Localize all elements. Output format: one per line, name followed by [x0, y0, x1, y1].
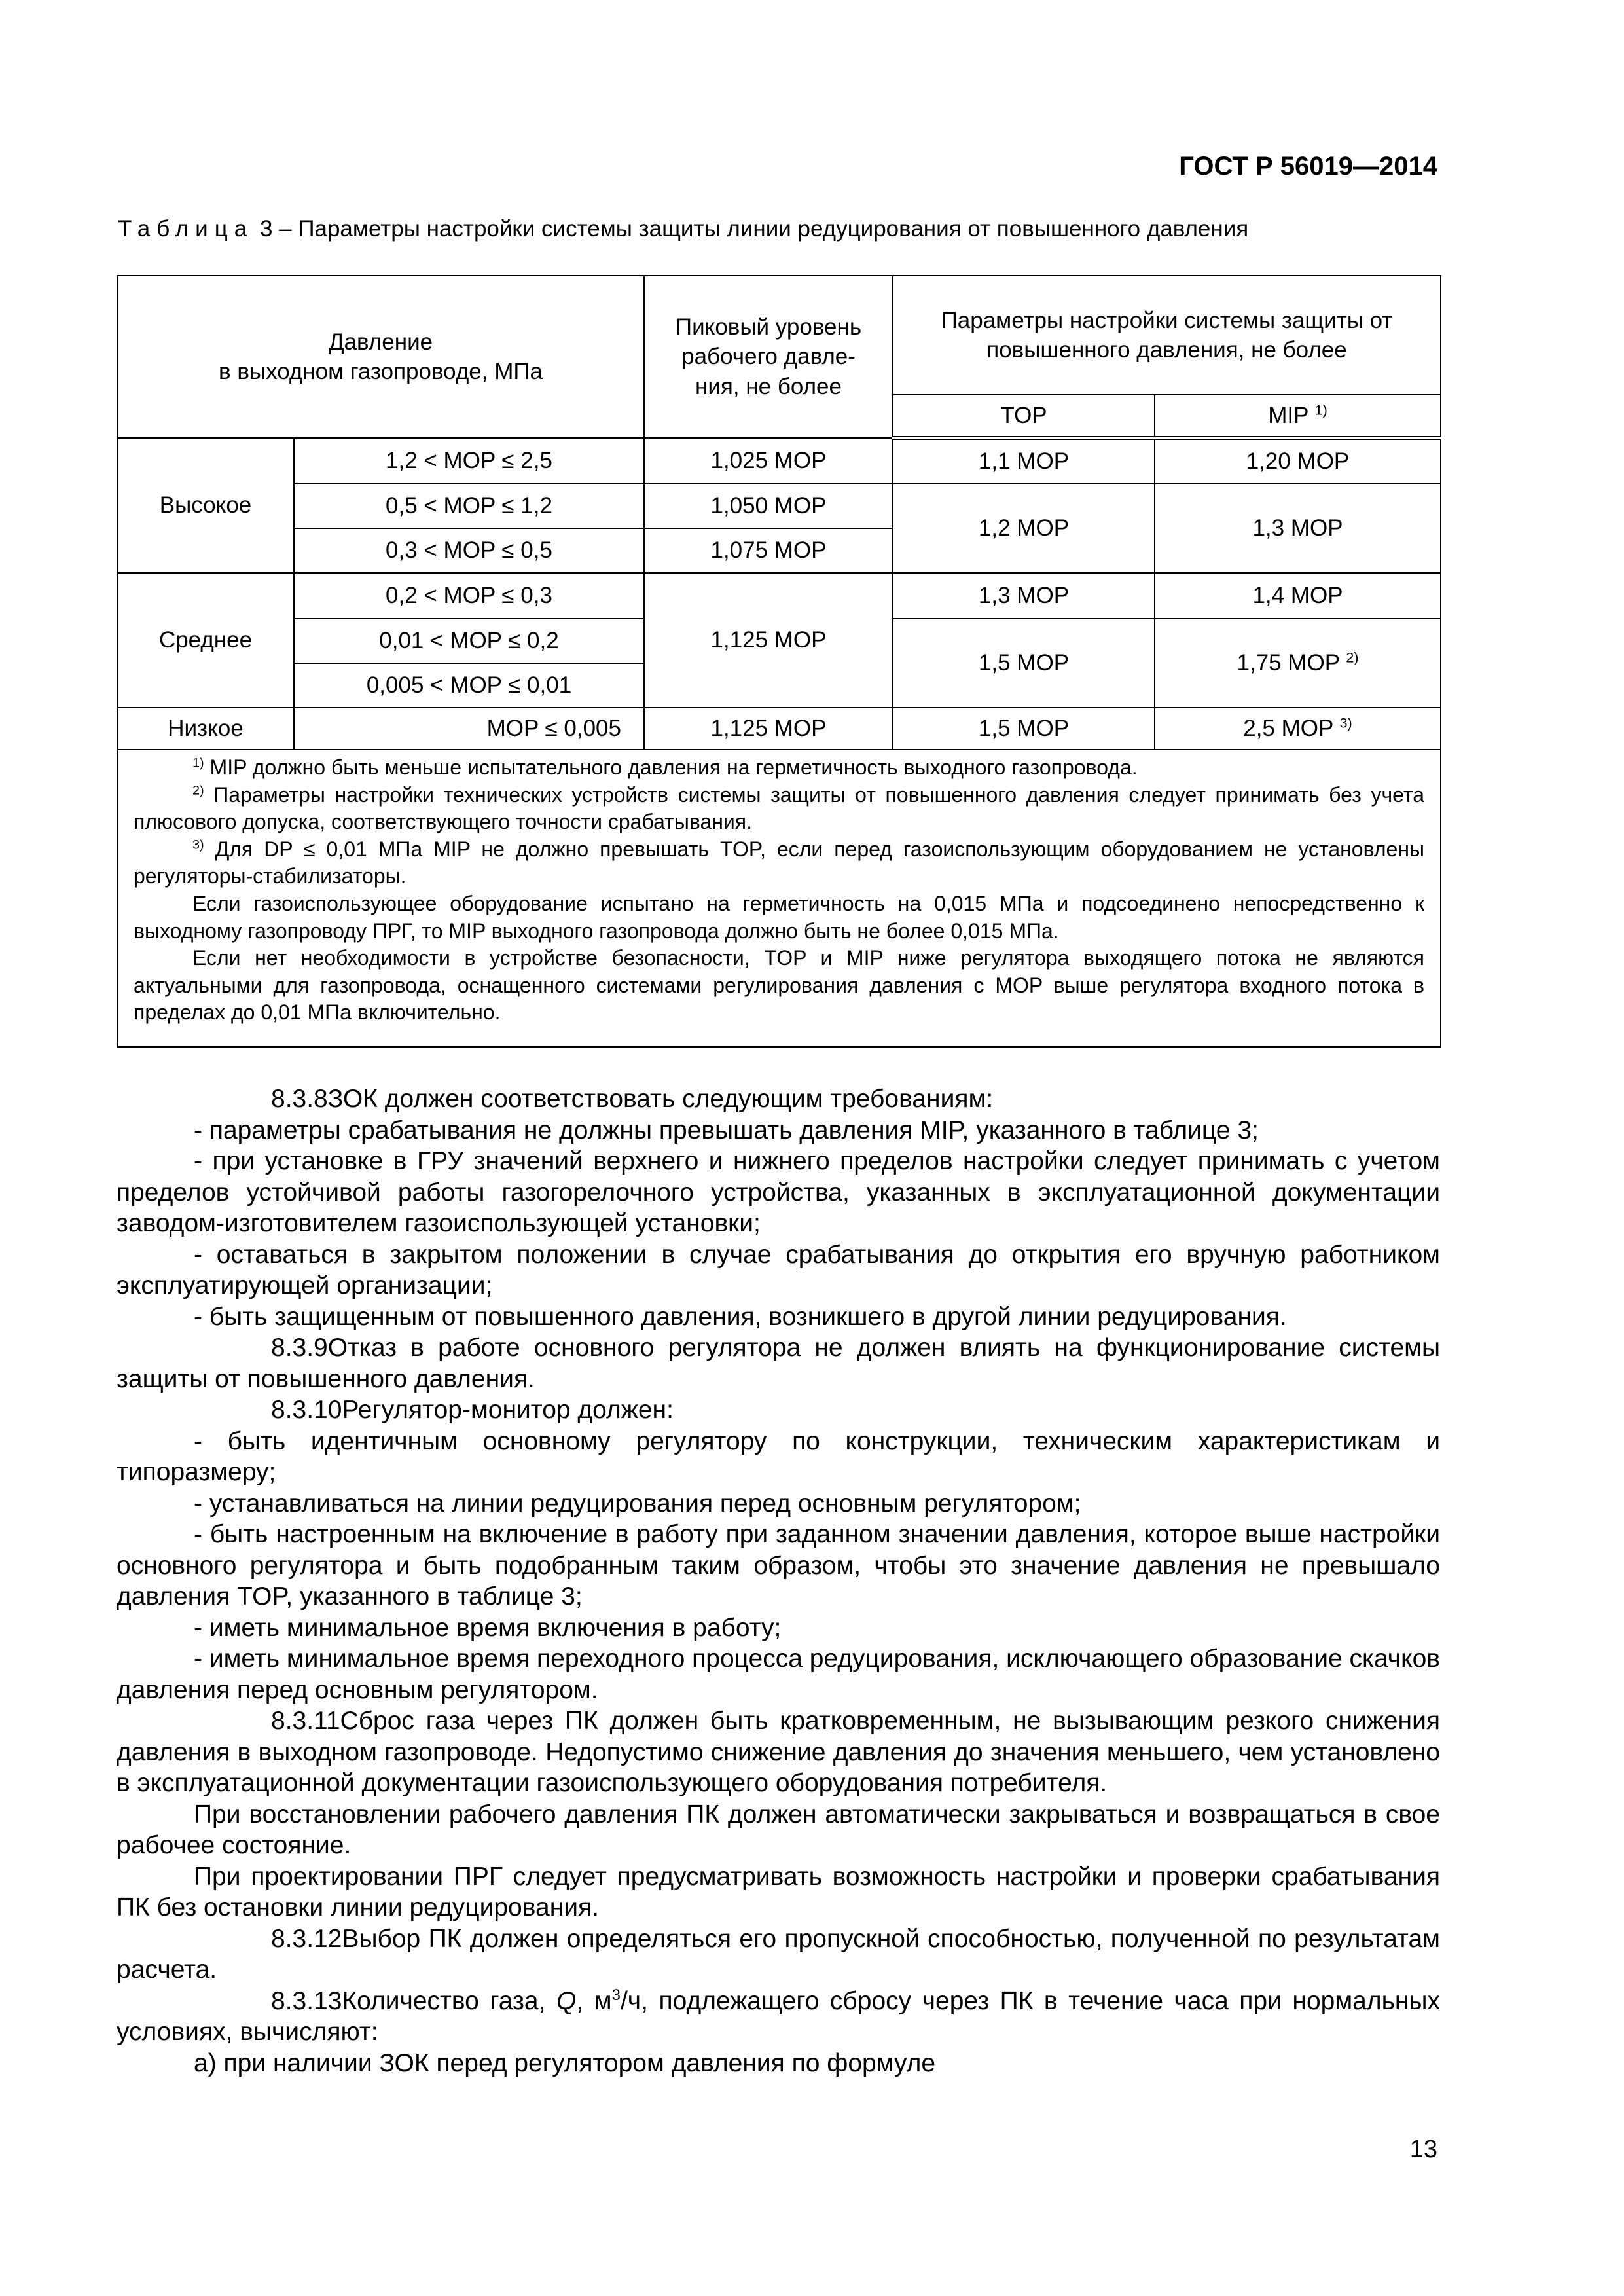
range-cell: 0,005 < MOP ≤ 0,01: [294, 663, 644, 708]
table-notes: [117, 750, 1441, 1047]
clause-text: Выбор ПК должен определяться его пропускной способностью, полученной по результатам расчета.: [117, 1924, 1440, 1984]
list-item: - иметь минимальное время включения в работу;: [194, 1613, 782, 1642]
clause-8-3-11: [117, 1705, 1440, 1799]
note-4: Если газоиспользующее оборудование испытано на герметичность на 0,015 МПа и подсоединено непосредственно к выходному газопроводу ПРГ, то MIP выходного газопровода должно быть не более 0,015 МПа.: [134, 891, 1424, 943]
mip-value: 2,5 MOP: [1243, 716, 1333, 742]
range-cell: 0,2 < MOP ≤ 0,3: [294, 573, 644, 619]
group-low: Низкое: [117, 708, 294, 750]
header-mip-label: MIP: [1268, 403, 1308, 429]
header-top: TOP: [893, 395, 1155, 438]
paragraph: При проектировании ПРГ следует предусматривать возможность настройки и проверки срабатывания ПК без остановки линии редуцирования.: [117, 1862, 1440, 1922]
clause-8-3-10: [117, 1394, 1440, 1426]
clause-number: 8.3.10: [271, 1396, 342, 1424]
range-cell: 0,5 < MOP ≤ 1,2: [294, 484, 644, 528]
page-number: 13: [1409, 2136, 1437, 2163]
clause-number: 8.3.8: [271, 1085, 328, 1113]
superscript: 3: [611, 1986, 621, 2004]
clause-text: ЗОК должен соответствовать следующим требованиям:: [327, 1085, 994, 1113]
range-cell: MOP ≤ 0,005: [294, 708, 644, 750]
body-text: [117, 1084, 1440, 2079]
list-item: - устанавливаться на линии редуцирования перед основным регулятором;: [194, 1489, 1081, 1518]
peak-cell: 1,025 MOP: [644, 438, 893, 484]
top-cell: 1,1 MOP: [893, 438, 1155, 484]
header-pressure: Давление в выходном газопроводе, МПа: [117, 276, 644, 438]
mip-cell: [1155, 619, 1441, 708]
header-mip: [1155, 395, 1441, 438]
clause-text: , м: [576, 1986, 612, 2015]
note-marker: 3): [192, 837, 204, 852]
table-caption: [118, 216, 1248, 242]
list-item: - иметь минимальное время переходного процесса редуцирования, исключающего образование скачков давления перед основным регулятором.: [117, 1645, 1440, 1704]
mip-value: 1,75 MOP: [1236, 650, 1340, 676]
list-item: - быть защищенным от повышенного давления, возникшего в другой линии редуцирования.: [194, 1302, 1287, 1331]
clause-8-3-13: [117, 1986, 1440, 2048]
mip-cell: 1,20 MOP: [1155, 438, 1441, 484]
note-marker: 2): [192, 782, 204, 797]
peak-cell: 1,125 MOP: [644, 708, 893, 750]
top-cell: 1,2 MOP: [893, 484, 1155, 573]
note-marker: 1): [192, 756, 204, 771]
note-text: Для DP ≤ 0,01 МПа MIP не должно превышать TOP, если перед газоиспользующим оборудованием не установлены регуляторы-стабилизаторы.: [134, 837, 1424, 888]
range-cell: 1,2 < MOP ≤ 2,5: [294, 438, 644, 484]
top-cell: 1,3 MOP: [893, 573, 1155, 619]
note-text: Параметры настройки технических устройств системы защиты от повышенного давления следует принимать без учета плюсового допуска, соответствующего точности срабатывания.: [134, 782, 1424, 834]
clause-text: /ч, подлежащего сбросу через ПК в течение часа при нормальных условиях, вычисляют:: [117, 1986, 1440, 2046]
clause-text: Отказ в работе основного регулятора не должен влиять на функционирование системы защиты от повышенного давления.: [117, 1334, 1440, 1393]
peak-cell: 1,075 MOP: [644, 528, 893, 573]
list-item: - при установке в ГРУ значений верхнего и нижнего пределов настройки следует принимать с учетом пределов устойчивой работы газогорелочного устройства, указанных в эксплуатационной документации заводом-изготовителем газоиспользующей установки;: [117, 1147, 1440, 1237]
clause-8-3-8: [117, 1084, 1440, 1115]
top-cell: 1,5 MOP: [893, 708, 1155, 750]
header-peak-level: Пиковый уровень рабочего давле- ния, не более: [644, 276, 893, 438]
top-cell: 1,5 MOP: [893, 619, 1155, 708]
table-caption-text: 3 – Параметры настройки системы защиты линии редуцирования от повышенного давления: [253, 216, 1249, 242]
clause-number: 8.3.13: [271, 1986, 342, 2015]
note-1: [134, 754, 1424, 782]
mip-cell: 1,3 MOP: [1155, 484, 1441, 573]
clause-number: 8.3.9: [271, 1334, 328, 1362]
table-caption-label: Таблица: [118, 216, 254, 242]
document-id: ГОСТ Р 56019—2014: [1179, 152, 1437, 181]
clause-8-3-9: [117, 1332, 1440, 1394]
header-protection-params: Параметры настройки системы защиты от повышенного давления, не более: [893, 276, 1441, 395]
note-2: [134, 782, 1424, 836]
clause-8-3-12: [117, 1923, 1440, 1986]
peak-cell: 1,125 MOP: [644, 573, 893, 708]
clause-text: Количество газа,: [342, 1986, 556, 2015]
note-text: MIP должно быть меньше испытательного давления на герметичность выходного газопровода.: [204, 756, 1138, 779]
mip-cell: 1,4 MOP: [1155, 573, 1441, 619]
list-item: - быть идентичным основному регулятору по конструкции, техническим характеристикам и типоразмеру;: [117, 1427, 1440, 1486]
footnote-ref: 2): [1346, 649, 1359, 666]
clause-number: 8.3.11: [271, 1707, 340, 1735]
list-item: - параметры срабатывания не должны превышать давления MIP, указанного в таблице 3;: [194, 1116, 1259, 1144]
clause-number: 8.3.12: [271, 1924, 342, 1953]
footnote-ref: 3): [1339, 714, 1352, 731]
range-cell: 0,01 < MOP ≤ 0,2: [294, 619, 644, 663]
mip-cell: [1155, 708, 1441, 750]
list-item: - быть настроенным на включение в работу при заданном значении давления, которое выше настройки основного регулятора и быть подобранным таким образом, чтобы это значение давления не превышало давления TOP, указанного в таблице 3;: [117, 1520, 1440, 1611]
range-cell: 0,3 < MOP ≤ 0,5: [294, 528, 644, 573]
peak-cell: 1,050 MOP: [644, 484, 893, 528]
list-item-a: а) при наличии ЗОК перед регулятором давления по формуле: [194, 2049, 936, 2077]
footnote-ref: 1): [1314, 401, 1327, 418]
list-item: - оставаться в закрытом положении в случае срабатывания до открытия его вручную работником эксплуатирующей организации;: [117, 1240, 1440, 1300]
group-medium: Среднее: [117, 573, 294, 708]
clause-text: Сброс газа через ПК должен быть кратковременным, не вызывающим резкого снижения давления в выходном газопроводе. Недопустимо снижение давления до значения меньшего, чем установлено в эксплуатационной документации газоиспользующего оборудования потребителя.: [117, 1707, 1440, 1797]
clause-text: Регулятор-монитор должен:: [342, 1396, 674, 1424]
pressure-protection-table: [117, 275, 1441, 1048]
group-high: Высокое: [117, 438, 294, 573]
note-3: [134, 836, 1424, 890]
variable-q: Q: [556, 1986, 577, 2015]
note-5: Если нет необходимости в устройстве безопасности, TOP и MIP ниже регулятора выходящего потока не являются актуальными для газопровода, оснащенного системами регулирования давления с MOP выше регулятора входного потока в пределах до 0,01 МПа включительно.: [134, 946, 1424, 1025]
paragraph: При восстановлении рабочего давления ПК должен автоматически закрываться и возвращаться в свое рабочее состояние.: [117, 1800, 1440, 1859]
